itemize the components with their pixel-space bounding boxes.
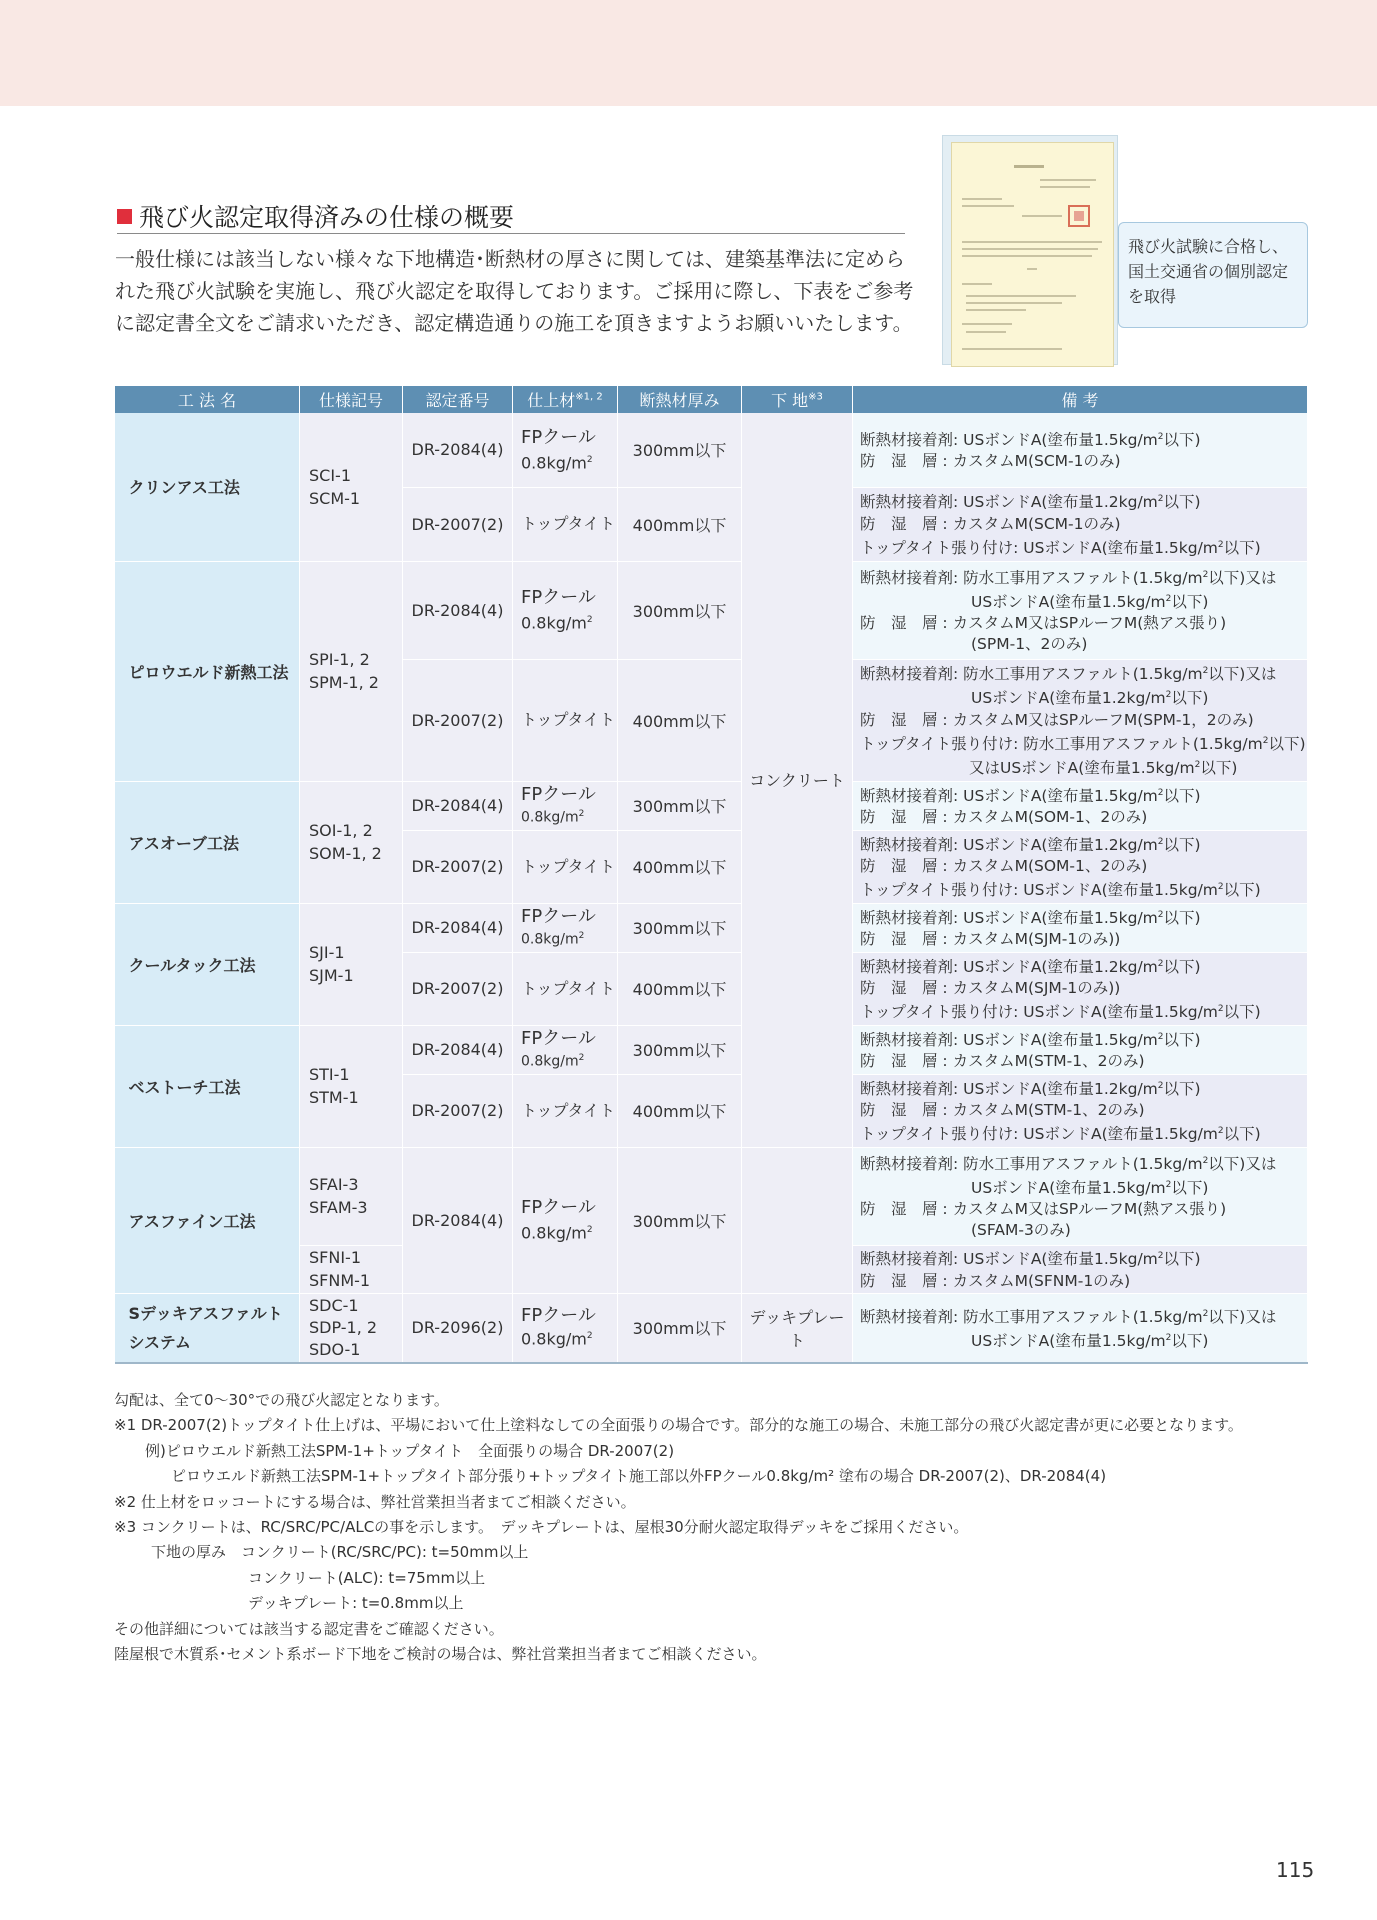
finish-material: FPクール $0.8kg/m^2$: [513, 903, 618, 952]
insulation-thickness: 400mm以下: [618, 952, 742, 1025]
spec-codes: SOI-1, 2 SOM-1, 2: [300, 781, 403, 903]
insulation-thickness: 400mm以下: [618, 659, 742, 781]
square-bullet-icon: [117, 209, 132, 224]
remarks: 断熱材接着剤: 防水工事用アスファルト($1.5kg/m^2$以下)又は USボンドA(塗布量$1.5kg/m^2$以下) 防 湿 層 : カスタムM又はSPルーフM(熱アス張り) (SPM-1、2のみ): [853, 561, 1308, 659]
insulation-thickness: 300mm以下: [618, 1293, 742, 1363]
top-band: [0, 0, 1377, 106]
insulation-thickness: 400mm以下: [618, 487, 742, 561]
remarks: 断熱材接着剤: 防水工事用アスファルト($1.5kg/m^2$以下)又は USボンドA(塗布量$1.2kg/m^2$以下) 防 湿 層 : カスタムM又はSPルーフM(SPM-1，2のみ) トップタイト張り付け: 防水工事用アスファルト($1.5kg/m^2$以下) 又はUSボンドA(塗布量$1.5kg/m^2$以下): [853, 659, 1308, 781]
remarks: 断熱材接着剤: USボンドA(塗布量$1.2kg/m^2$以下) 防 湿 層 : カスタムM(STM-1、2のみ) トップタイト張り付け: USボンドA(塗布量$1.5kg/m^2$以下): [853, 1074, 1308, 1147]
spec-codes: STI-1 STM-1: [300, 1025, 403, 1147]
remarks: 断熱材接着剤: USボンドA(塗布量$1.5kg/m^2$以下) 防 湿 層 : カスタムM(SJM-1のみ)): [853, 903, 1308, 952]
spec-codes: SFAI-3 SFAM-3: [300, 1147, 403, 1245]
cert-number: DR-2007(2): [403, 830, 513, 903]
certificate-thumbnail: [942, 135, 1118, 365]
finish-material: FPクール $0.8kg/m^2$: [513, 1147, 618, 1293]
spec-codes: SFNI-1 SFNM-1: [300, 1245, 403, 1293]
callout-line: 飛び火試験に合格し、: [1128, 237, 1289, 256]
intro-line: 一般仕様には該当しない様々な下地構造･断熱材の厚さに関しては、建築基準法に定めら: [115, 247, 905, 271]
base-type: コンクリート: [742, 413, 853, 1147]
title-divider: [117, 233, 905, 234]
cert-number: DR-2084(4): [403, 781, 513, 830]
footnotes: [114, 1388, 1243, 1667]
callout-line: を取得: [1128, 287, 1177, 306]
table-row: [115, 1147, 1308, 1245]
spec-codes: SJI-1 SJM-1: [300, 903, 403, 1025]
remarks: 断熱材接着剤: USボンドA(塗布量$1.5kg/m^2$以下) 防 湿 層 : カスタムM(SFNM-1のみ): [853, 1245, 1308, 1293]
finish-material: トップタイト: [513, 1074, 618, 1147]
base-type: デッキプレート: [742, 1293, 853, 1363]
table-row: [115, 781, 1308, 830]
certification-callout: [1118, 222, 1308, 328]
insulation-thickness: 400mm以下: [618, 1074, 742, 1147]
footnote: 例)ピロウエルド新熱工法SPM-1+トップタイト 全面張りの場合 DR-2007(2): [145, 1441, 675, 1460]
spec-codes: SPI-1, 2 SPM-1, 2: [300, 561, 403, 781]
remarks: 断熱材接着剤: 防水工事用アスファルト($1.5kg/m^2$以下)又は USボンドA(塗布量$1.5kg/m^2$以下): [853, 1293, 1308, 1363]
finish-material: トップタイト: [513, 487, 618, 561]
cert-number: DR-2084(4): [403, 413, 513, 487]
cert-number: DR-2084(4): [403, 903, 513, 952]
remarks: 断熱材接着剤: USボンドA(塗布量$1.5kg/m^2$以下) 防 湿 層 : カスタムM(STM-1、2のみ): [853, 1025, 1308, 1074]
footnote: その他詳細については該当する認定書をご確認ください。: [114, 1619, 504, 1638]
section-title-text: 飛び火認定取得済みの仕様の概要: [139, 203, 515, 232]
method-name: アスオーブ工法: [115, 781, 300, 903]
footnote: ピロウエルド新熱工法SPM-1+トップタイト部分張り+トップタイト施工部以外FPクール0.8kg/m² 塗布の場合 DR-2007(2)、DR-2084(4): [171, 1467, 1107, 1486]
spec-table: [114, 386, 1308, 1364]
table-row: [115, 561, 1308, 659]
finish-material: トップタイト: [513, 830, 618, 903]
intro-line: に認定書全文をご請求いただき、認定構造通りの施工を頂きますようお願いいたします。: [115, 311, 913, 335]
cert-number: DR-2084(4): [403, 1025, 513, 1074]
insulation-thickness: 300mm以下: [618, 561, 742, 659]
table-header-row: [115, 386, 1308, 413]
remarks: 断熱材接着剤: USボンドA(塗布量$1.2kg/m^2$以下) 防 湿 層 : カスタムM(SJM-1のみ)) トップタイト張り付け: USボンドA(塗布量$1.5kg/m^2$以下): [853, 952, 1308, 1025]
cert-number: DR-2084(4): [403, 561, 513, 659]
method-name: Sデッキアスファルト システム: [115, 1293, 300, 1363]
insulation-thickness: 300mm以下: [618, 903, 742, 952]
header-base: 下 地$^{※3}$: [742, 386, 853, 413]
callout-line: 国土交通省の個別認定: [1128, 262, 1289, 281]
header-finish: 仕上材$^{※1, 2}$: [513, 386, 618, 413]
footnote: コンクリート(ALC): t=75mm以上: [248, 1568, 486, 1587]
remarks: 断熱材接着剤: USボンドA(塗布量$1.2kg/m^2$以下) 防 湿 層 : カスタムM(SCM-1のみ) トップタイト張り付け: USボンドA(塗布量$1.5kg/m^2$以下): [853, 487, 1308, 561]
spec-codes: SCI-1 SCM-1: [300, 413, 403, 561]
method-name: ピロウエルド新熱工法: [115, 561, 300, 781]
footnote: 下地の厚み コンクリート(RC/SRC/PC): t=50mm以上: [151, 1543, 529, 1562]
finish-material: トップタイト: [513, 952, 618, 1025]
cert-number: DR-2007(2): [403, 487, 513, 561]
seal-stamp-icon: [1068, 205, 1090, 227]
spec-codes: SDC-1 SDP-1, 2 SDO-1: [300, 1293, 403, 1363]
header-insulation: 断熱材厚み: [618, 386, 742, 413]
method-name: アスファイン工法: [115, 1147, 300, 1293]
finish-material: トップタイト: [513, 659, 618, 781]
method-name: クールタック工法: [115, 903, 300, 1025]
cert-number: DR-2007(2): [403, 659, 513, 781]
insulation-thickness: 300mm以下: [618, 781, 742, 830]
header-remarks: 備 考: [853, 386, 1308, 413]
insulation-thickness: 300mm以下: [618, 1147, 742, 1293]
method-name: クリンアス工法: [115, 413, 300, 561]
cert-number: DR-2007(2): [403, 1074, 513, 1147]
header-cert: 認定番号: [403, 386, 513, 413]
cert-number: DR-2007(2): [403, 952, 513, 1025]
finish-material: FPクール $0.8kg/m^2$: [513, 781, 618, 830]
finish-material: FPクール $0.8kg/m^2$: [513, 1025, 618, 1074]
insulation-thickness: 400mm以下: [618, 830, 742, 903]
intro-paragraph: [115, 243, 915, 339]
table-row: [115, 413, 1308, 487]
intro-line: れた飛び火試験を実施し、飛び火認定を取得しております。ご採用に際し、下表をご参考: [115, 279, 914, 303]
cert-number: DR-2096(2): [403, 1293, 513, 1363]
page-number: 115: [1276, 1858, 1315, 1882]
header-method: 工 法 名: [115, 386, 300, 413]
footnote: ※3 コンクリートは、RC/SRC/PC/ALCの事を示します。 デッキプレートは、屋根30分耐火認定取得デッキをご採用ください。: [114, 1518, 969, 1537]
certificate-paper: [951, 142, 1114, 367]
finish-material: FPクール $0.8kg/m^2$: [513, 1293, 618, 1363]
finish-material: FPクール $0.8kg/m^2$: [513, 561, 618, 659]
footnote: デッキプレート: t=0.8mm以上: [248, 1594, 464, 1613]
base-type: [742, 1147, 853, 1293]
table-row: [115, 903, 1308, 952]
remarks: 断熱材接着剤: USボンドA(塗布量$1.5kg/m^2$以下) 防 湿 層 : カスタムM(SOM-1、2のみ): [853, 781, 1308, 830]
insulation-thickness: 300mm以下: [618, 413, 742, 487]
header-spec: 仕様記号: [300, 386, 403, 413]
finish-material: FPクール $0.8kg/m^2$: [513, 413, 618, 487]
section-title: [117, 198, 514, 234]
cert-number: DR-2084(4): [403, 1147, 513, 1293]
method-name: ベストーチ工法: [115, 1025, 300, 1147]
footnote: ※1 DR-2007(2)トップタイト仕上げは、平場において仕上塗料なしての全面張りの場合です。部分的な施工の場合、未施工部分の飛び火認定書が更に必要となります。: [114, 1416, 1243, 1435]
footnote: 勾配は、全て0～30°での飛び火認定となります。: [114, 1391, 449, 1409]
remarks: 断熱材接着剤: USボンドA(塗布量$1.2kg/m^2$以下) 防 湿 層 : カスタムM(SOM-1、2のみ) トップタイト張り付け: USボンドA(塗布量$1.5kg/m^2$以下): [853, 830, 1308, 903]
footnote: ※2 仕上材をロッコートにする場合は、弊社営業担当者まてご相談ください。: [114, 1492, 636, 1511]
table-row: [115, 1025, 1308, 1074]
table-row: [115, 1293, 1308, 1363]
insulation-thickness: 300mm以下: [618, 1025, 742, 1074]
footnote: 陸屋根で木質系･セメント系ボード下地をご検討の場合は、弊社営業担当者まてご相談ください。: [114, 1645, 767, 1664]
remarks: 断熱材接着剤: USボンドA(塗布量$1.5kg/m^2$以下) 防 湿 層 : カスタムM(SCM-1のみ): [853, 413, 1308, 487]
remarks: 断熱材接着剤: 防水工事用アスファルト($1.5kg/m^2$以下)又は USボンドA(塗布量$1.5kg/m^2$以下) 防 湿 層 : カスタムM又はSPルーフM(熱アス張り) (SFAM-3のみ): [853, 1147, 1308, 1245]
